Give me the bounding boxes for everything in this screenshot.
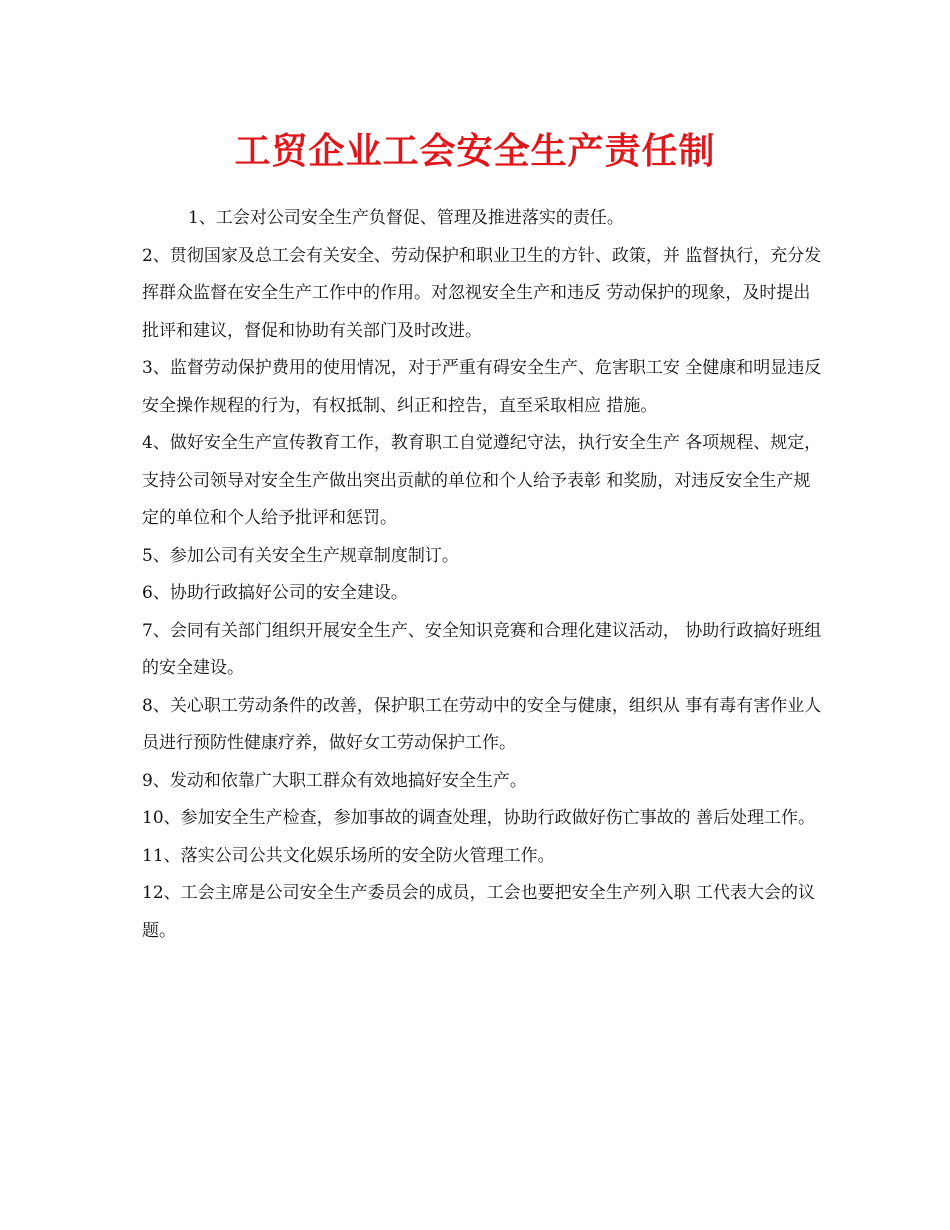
paragraph-11: 11、落实公司公共文化娱乐场所的安全防火管理工作。 (142, 845, 555, 866)
paragraph-4: 4、做好安全生产宣传教育工作，教育职工自觉遵纪守法，执行安全生产 各项规程、规定，支持公司领导对安全生产做出突出贡献的单位和个人给予表彰 和奖励，对违反安全生产规定的单位和个人给予批评和惩罚。 (142, 433, 822, 528)
paragraph-8: 8、关心职工劳动条件的改善，保护职工在劳动中的安全与健康，组织从 事有毒有害作业人员进行预防性健康疗养，做好女工劳动保护工作。 (142, 695, 822, 753)
paragraph-12: 12、工会主席是公司安全生产委员会的成员，工会也要把安全生产列入职 工代表大会的议题。 (142, 883, 816, 941)
paragraph-6: 6、协助行政搞好公司的安全建设。 (142, 583, 408, 603)
paragraph-5: 5、参加公司有关安全生产规章制度制订。 (142, 545, 459, 566)
paragraph-2: 2、贯彻国家及总工会有关安全、劳动保护和职业卫生的方针、政策，并 监督执行，充分发挥群众监督在安全生产工作中的作用。对忽视安全生产和违反 劳动保护的现象，及时提出批评和建议，督促和协助有关部门及时改进。 (142, 245, 822, 341)
paragraph-7: 7、会同有关部门组织开展安全生产、安全知识竞赛和合理化建议活动， 协助行政搞好班组的安全建设。 (142, 620, 822, 678)
paragraph-3: 3、监督劳动保护费用的使用情况，对于严重有碍安全生产、危害职工安 全健康和明显违反安全操作规程的行为，有权抵制、纠正和控告，直至采取相应 措施。 (142, 358, 822, 416)
paragraph-10: 10、参加安全生产检查，参加事故的调查处理，协助行政做好伤亡事故的 善后处理工作。 (142, 808, 816, 828)
paragraph-1: 1、工会对公司安全生产负督促、管理及推进落实的责任。 (188, 208, 624, 228)
document-title: 工贸企业工会安全生产责任制 (234, 130, 716, 172)
document-body (142, 200, 822, 950)
paragraph-9: 9、发动和依靠广大职工群众有效地搞好安全生产。 (142, 770, 527, 791)
